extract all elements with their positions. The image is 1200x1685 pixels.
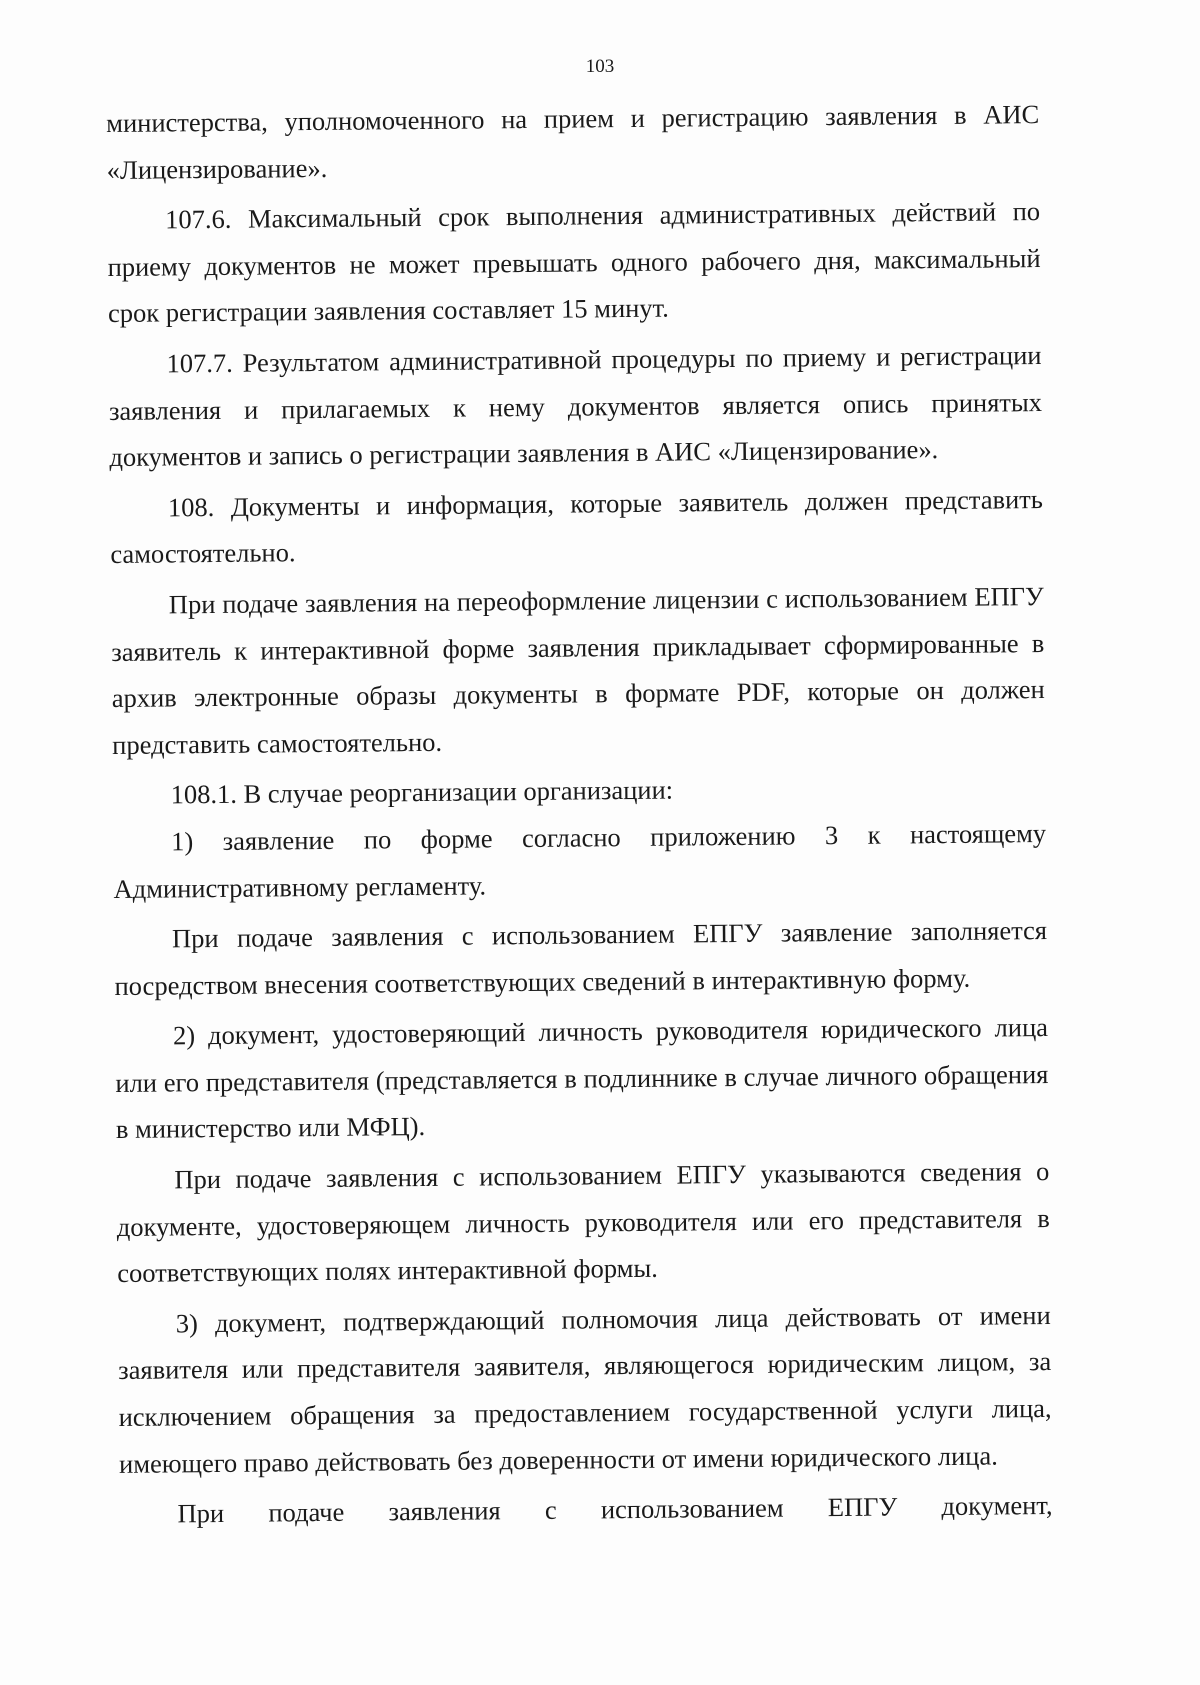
document-body xyxy=(106,91,1053,1538)
paragraph-ministry-continuation: министерства, уполномоченного на прием и регистрацию заявления в АИС «Лицензирование». xyxy=(106,99,1040,185)
paragraph-item-3: 3) документ, подтверждающий полномочия лица действовать от имени заявителя или представителя заявителя, являющегося юридическим лицом, за исключением обращения за предоставлением государственной услуги лица, имеющего право действовать без доверенности от имени юридического лица. xyxy=(118,1299,1052,1479)
paragraph-108-1: 108.1. В случае реорганизации организации: xyxy=(170,774,674,810)
paragraph-107-7: 107.7. Результатом административной процедуры по приему и регистрации заявления и прилагаемых к нему документов является опись принятых документов и запись о регистрации заявления в АИС «Лицензирование». xyxy=(108,340,1043,473)
paragraph-epgu-document: При подаче заявления с использованием ЕПГУ документ, xyxy=(177,1490,1053,1529)
paragraph-epgu-identity: При подаче заявления с использованием ЕПГУ указываются сведения о документе, удостоверяющем личность руководителя или его представителя в соответствующих полях интерактивной формы. xyxy=(116,1156,1050,1289)
paragraph-item-2: 2) документ, удостоверяющий личность руководителя юридического лица или его представителя (представляется в подлиннике в случае личного обращения в министерство или МФЦ). xyxy=(115,1012,1049,1145)
paragraph-epgu-reissue: При подаче заявления на переоформление лицензии с использованием ЕПГУ заявитель к интерактивной форме заявления прикладывает сформированные в архив электронные образы документы в формате PDF, которые он должен представить самостоятельно. xyxy=(111,580,1045,760)
page-number: 103 xyxy=(585,56,615,77)
paragraph-108: 108. Документы и информация, которые заявитель должен представить самостоятельно. xyxy=(110,483,1044,570)
paragraph-item-1: 1) заявление по форме согласно приложению 3 к настоящему Административному регламенту. xyxy=(113,817,1047,904)
paragraph-epgu-form: При подаче заявления с использованием ЕПГУ заявление заполняется посредством внесения соответствующих сведений в интерактивную форму. xyxy=(114,915,1048,1001)
paragraph-107-6: 107.6. Максимальный срок выполнения административных действий по приему документов не может превышать одного рабочего дня, максимальный срок регистрации заявления составляет 15 минут. xyxy=(107,196,1041,329)
